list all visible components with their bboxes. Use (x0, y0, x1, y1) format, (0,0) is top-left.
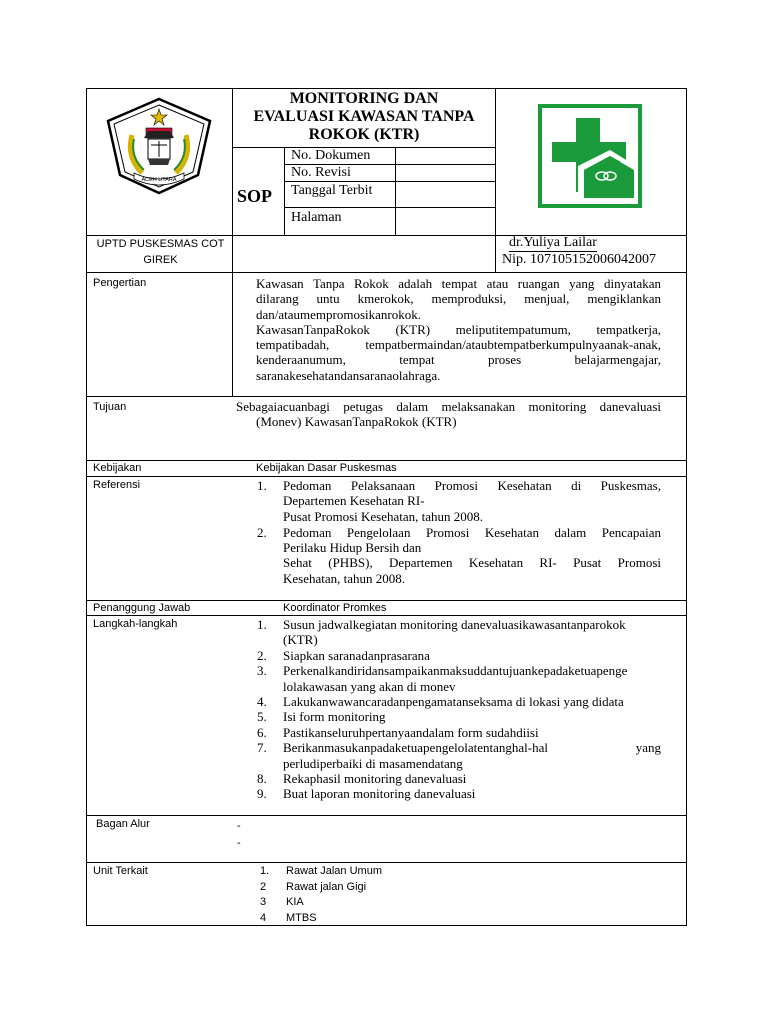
list-item (257, 786, 661, 801)
list-number: 1. (260, 865, 270, 877)
aceh-utara-crest-icon (104, 95, 214, 195)
title-line-3: ROKOK (KTR) (308, 126, 420, 143)
list-line: Departemen Kesehatan RI- (283, 493, 425, 509)
list-item (257, 525, 661, 586)
penanggung-jawab-text: Koordinator Promkes (283, 602, 387, 614)
list-text: KIA (286, 896, 304, 908)
langkah-list (257, 617, 661, 802)
list-item (260, 880, 382, 896)
pengertian-line: Kawasan Tanpa Rokok adalah tempat atau ruangan yang dinyatakan (256, 276, 661, 291)
list-number: 3 (260, 896, 267, 908)
list-number: 3. (257, 663, 267, 679)
list-number: 7. (257, 740, 267, 756)
label-pengertian: Pengertian (93, 277, 147, 289)
kebijakan-text: Kebijakan Dasar Puskesmas (256, 462, 397, 474)
pengertian-line: kenderaanumum, tempat proses belajarmengajar, (256, 352, 661, 368)
list-item (260, 895, 382, 911)
doc-field-no-dokumen: No. Dokumen (291, 148, 371, 163)
tujuan-line: Sebagaiacuanbagi petugas dalam melaksanakan monitoring danevaluasi (236, 399, 661, 414)
list-line: Susun jadwalkegiatan monitoring danevaluasikawasantanparokok (283, 617, 626, 632)
list-item (257, 725, 661, 740)
unit-terkait-list (260, 864, 382, 926)
list-line: Kesehatan, tahun 2008. (283, 570, 406, 586)
list-item (257, 740, 661, 771)
list-item (260, 911, 382, 927)
list-number: 1. (257, 617, 267, 632)
list-line: (KTR) (283, 632, 318, 648)
list-number: 9. (257, 786, 267, 802)
referensi-list (257, 478, 661, 586)
list-line: Pastikanseluruhpertanyaandalam form sudahdiisi (283, 724, 539, 740)
list-number: 2 (260, 880, 267, 893)
list-item (257, 709, 661, 724)
bagan-item: - (237, 820, 241, 832)
list-item (257, 617, 661, 648)
list-text: MTBS (286, 911, 317, 924)
left-logo (104, 95, 214, 195)
tujuan-line: (Monev) KawasanTanpaRokok (KTR) (256, 414, 457, 430)
signer-name: dr.Yuliya Lailar (509, 235, 597, 250)
pengertian-line: dan/ataumempromosikanrokok. (256, 306, 421, 322)
label-kebijakan: Kebijakan (93, 462, 142, 474)
right-logo (538, 104, 642, 208)
list-line: Lakukanwawancaradanpengamatanseksama di lokasi yang didata (283, 694, 624, 710)
label-unit-terkait: Unit Terkait (93, 865, 148, 877)
pengertian-line: dilarang untu kmerokok, memproduksi, menjual, mengiklankan (256, 291, 661, 307)
puskesmas-cross-logo-icon (538, 104, 642, 208)
sop-label: SOP (237, 186, 273, 206)
list-line: Perkenalkandiridansampaikanmaksuddantujuankepadaketuapenge (283, 663, 628, 679)
list-line: Isi form monitoring (283, 709, 386, 725)
list-item (257, 663, 661, 694)
label-bagan-alur: Bagan Alur (96, 818, 150, 830)
list-text: Rawat jalan Gigi (286, 880, 367, 893)
signer-nip: Nip. 107105152006042007 (502, 252, 656, 267)
list-item (257, 771, 661, 786)
list-number: 5. (257, 709, 267, 725)
title-line-1: MONITORING DAN (289, 90, 439, 107)
list-number: 4 (260, 911, 267, 924)
doc-field-no-revisi: No. Revisi (291, 165, 351, 180)
pengertian-line: saranakesehatandansaranaolahraga. (256, 367, 441, 383)
list-line: Pedoman Pelaksanaan Promosi Kesehatan di Puskesmas, (283, 478, 661, 493)
label-tujuan: Tujuan (93, 401, 127, 413)
crest-text: ACEH UTARA (141, 177, 177, 183)
list-line: Sehat (PHBS), Departemen Kesehatan RI- Pusat Promosi (283, 555, 661, 571)
label-referensi: Referensi (93, 479, 141, 491)
tujuan-text (236, 399, 661, 430)
document-title (233, 90, 495, 144)
list-line: Perilaku Hidup Bersih dan (283, 540, 422, 556)
unit-name-line-2: GIREK (143, 254, 178, 266)
list-line: Rekaphasil monitoring danevaluasi (283, 771, 467, 787)
pengertian-line: KawasanTanpaRokok (KTR) meliputitempatumum, tempatkerja, (256, 321, 661, 337)
bagan-item: - (237, 837, 241, 849)
list-item (260, 864, 382, 880)
title-line-2: EVALUASI KAWASAN TANPA (253, 108, 475, 125)
doc-field-tanggal-terbit: Tanggal Terbit (291, 183, 373, 198)
list-item (257, 694, 661, 709)
list-item (257, 648, 661, 663)
doc-field-halaman: Halaman (291, 210, 342, 225)
list-line: Pedoman Pengelolaan Promosi Kesehatan dalam Pencapaian (283, 524, 661, 540)
list-number: 2. (257, 524, 267, 540)
label-langkah: Langkah-langkah (93, 618, 178, 630)
list-item (257, 478, 661, 524)
list-line: perludiperbaiki di masamendatang (283, 755, 463, 771)
list-line: Pusat Promosi Kesehatan, tahun 2008. (283, 508, 484, 524)
list-number: 2. (257, 647, 267, 663)
label-penanggung-jawab: Penanggung Jawab (93, 602, 191, 614)
list-line: Siapkan saranadanprasarana (283, 647, 430, 663)
list-line: Buat laporan monitoring danevaluasi (283, 786, 476, 802)
list-text: Rawat Jalan Umum (286, 865, 382, 877)
list-line: Berikanmasukanpadaketuapengelolatentanghal-hal yang (283, 740, 661, 756)
list-number: 1. (257, 478, 267, 493)
list-number: 8. (257, 771, 267, 787)
unit-name (93, 236, 228, 268)
list-line: lolakawasan yang akan di monev (283, 678, 456, 694)
list-number: 4. (257, 694, 267, 710)
pengertian-text (256, 276, 661, 383)
bagan-alur-items (237, 818, 241, 852)
pengertian-line: tempatibadah, tempatbermaindan/ataubtempatberkumpulnyaanak-anak, (256, 337, 661, 353)
list-number: 6. (257, 724, 267, 740)
unit-name-line-1: UPTD PUSKESMAS COT (96, 238, 225, 250)
